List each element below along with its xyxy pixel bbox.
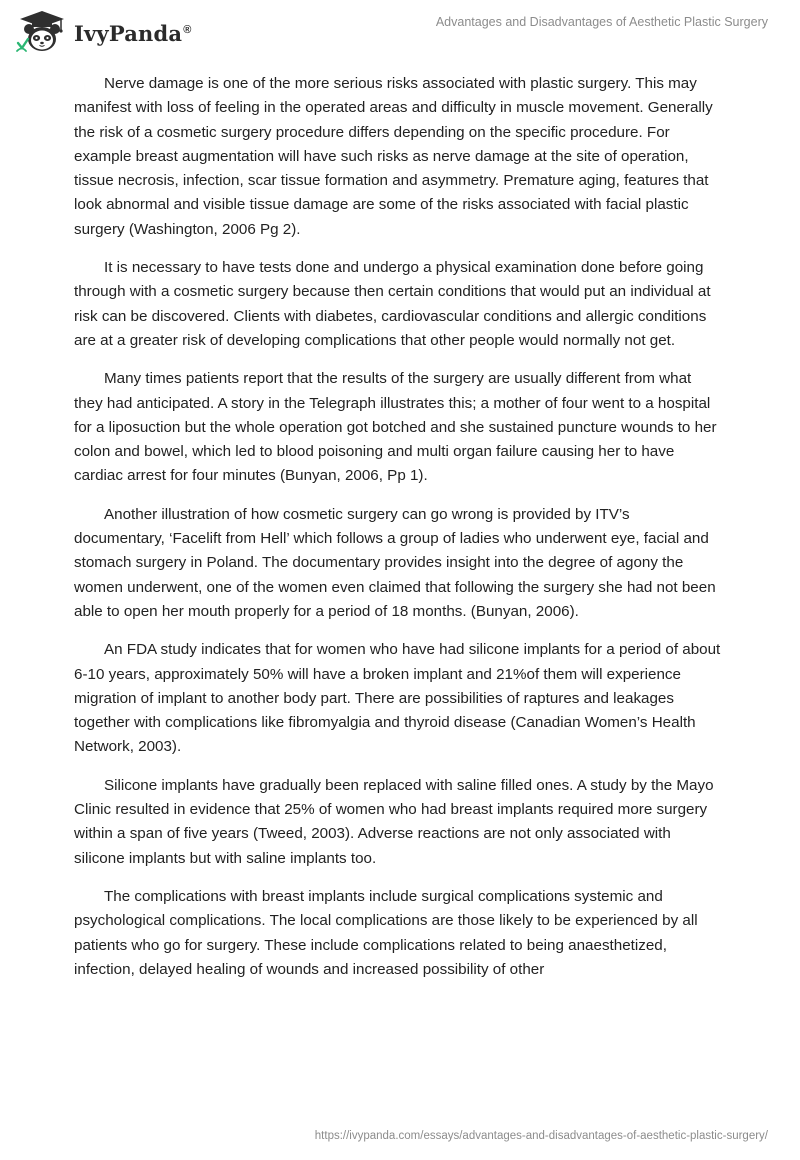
paragraph: The complications with breast implants include surgical complications systemic and psychological complications. The local complications are those likely to be experienced by all patients who go for surgery. These include complications related to being anaesthetized, infection, delayed healing of wounds and increased possibility of other	[74, 887, 698, 978]
paragraph: Silicone implants have gradually been replaced with saline filled ones. A study by the Mayo Clinic resulted in evidence that 25% of women who had breast implants required more surgery within a span of five years (Tweed, 2003). Adverse reactions are not only associated with silicone implants but with saline implants too.	[74, 776, 714, 867]
ivypanda-logo[interactable]	[14, 10, 192, 54]
document-title: Advantages and Disadvantages of Aesthetic Plastic Surgery	[435, 15, 768, 29]
paragraph: Another illustration of how cosmetic surgery can go wrong is provided by ITV’s documentary, ‘Facelift from Hell’ which follows a group of ladies who underwent eye, facial and stomach surgery in Poland. The documentary provides insight into the degree of agony the women underwent, one of the women even claimed that following the surgery she had not been able to open her mouth properly for a period of 18 months. (Bunyan, 2006).	[74, 505, 716, 620]
paragraph: Many times patients report that the results of the surgery are usually different from what they had anticipated. A story in the Telegraph illustrates this; a mother of four went to a hospital for a liposuction but the whole operation got botched and she sustained puncture wounds to her colon and bowel, which led to blood poisoning and multi organ failure causing her to have cardiac arrest for four minutes (Bunyan, 2006, Pp 1).	[74, 370, 717, 485]
registered-mark: ®	[183, 23, 192, 36]
paragraph: It is necessary to have tests done and undergo a physical examination done before going through with a cosmetic surgery because then certain conditions that would put an individual at risk can be discovered. Clients with diabetes, cardiovascular conditions and allergic conditions are at a greater risk of developing complications that other people would normally not get.	[74, 259, 711, 349]
brand-name: IvyPanda®	[74, 20, 192, 46]
panda-graduation-cap-logo-icon	[14, 10, 70, 54]
essay-body	[74, 72, 724, 996]
paragraph: Nerve damage is one of the more serious risks associated with plastic surgery. This may manifest with loss of feeling in the operated areas and difficulty in muscle movement. Generally the risk of a cosmetic surgery procedure differs depending on the specific procedure. For example breast augmentation will have such risks as nerve damage at the site of operation, tissue necrosis, infection, scar tissue formation and asymmetry. Premature aging, features that look abnormal and visible tissue damage are some of the risks associated with facial plastic surgery (Washington, 2006 Pg 2).	[74, 75, 713, 238]
source-url-link[interactable]: https://ivypanda.com/essays/advantages-and-disadvantages-of-aesthetic-plastic-surgery/	[314, 1130, 768, 1142]
page-header	[0, 0, 800, 60]
paragraph: An FDA study indicates that for women who have had silicone implants for a period of about 6-10 years, approximately 50% will have a broken implant and 21%of them will experience migration of implant to another body part. There are possibilities of raptures and leakages together with complications like fibromyalgia and thyroid disease (Canadian Women’s Health Network, 2003).	[74, 641, 721, 756]
